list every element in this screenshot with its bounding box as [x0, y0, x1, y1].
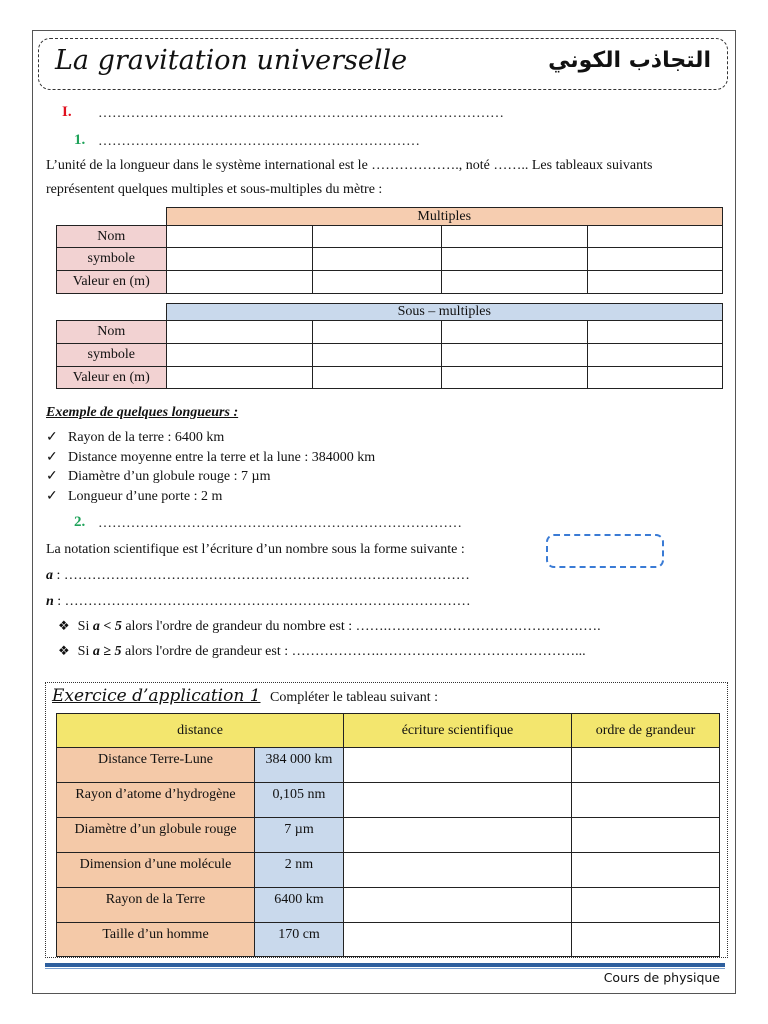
table-row: Distance Terre-Lune 384 000 km: [57, 748, 720, 783]
blank-cell[interactable]: [312, 226, 441, 248]
section-1-number: I.: [62, 104, 72, 120]
unit-paragraph-line1: L’unité de la longueur dans le système international est le ………………., noté …….. Les tableaux suivants: [46, 158, 653, 173]
blank-cell[interactable]: [344, 888, 572, 923]
check-icon: ✓: [46, 430, 58, 445]
blank-cell[interactable]: [441, 367, 587, 389]
blank-cell[interactable]: [312, 321, 441, 344]
list-item: ✓ Longueur d’une porte : 2 m: [46, 487, 375, 507]
row-label-symbole: symbole: [57, 248, 167, 271]
subsection-1-title-blank: ……………………………………………………………: [98, 134, 420, 149]
n-definition-line: n : ……………………………………………………………………………: [46, 594, 471, 609]
blank-cell[interactable]: [166, 248, 312, 271]
blank-cell[interactable]: [572, 783, 720, 818]
blank-cell[interactable]: [572, 888, 720, 923]
row-label-nom: Nom: [57, 321, 167, 344]
blank-cell[interactable]: [587, 321, 723, 344]
blank-cell[interactable]: [312, 248, 441, 271]
list-item: ✓ Rayon de la terre : 6400 km: [46, 428, 375, 448]
blank-cell[interactable]: [441, 271, 587, 294]
blank-cell[interactable]: [312, 271, 441, 294]
blank-cell[interactable]: [344, 783, 572, 818]
table-row: Dimension d’une molécule 2 nm: [57, 853, 720, 888]
section-1-title-blank: ……………………………………………………………………………: [98, 106, 504, 121]
blank-cell[interactable]: [572, 923, 720, 957]
blank-cell[interactable]: [166, 367, 312, 389]
blank-cell[interactable]: [572, 853, 720, 888]
exercise-heading: [52, 686, 438, 706]
blank-cell[interactable]: [166, 226, 312, 248]
blank-cell[interactable]: [441, 321, 587, 344]
blank-cell[interactable]: [441, 226, 587, 248]
title-french: La gravitation universelle: [55, 45, 408, 76]
exercise-instruction: Compléter le tableau suivant :: [270, 690, 438, 705]
row-label-valeur: Valeur en (m): [57, 367, 167, 389]
blank-cell[interactable]: [572, 818, 720, 853]
table-row: Rayon d’atome d’hydrogène 0,105 nm: [57, 783, 720, 818]
table-row: Diamètre d’un globule rouge 7 µm: [57, 818, 720, 853]
sous-multiples-table: [56, 303, 723, 389]
blank-cell[interactable]: [587, 226, 723, 248]
blank-cell[interactable]: [166, 344, 312, 367]
title-arabic: التجاذب الكوني: [548, 48, 711, 73]
blank-cell[interactable]: [572, 748, 720, 783]
exercise-title: Exercice d’application 1: [52, 686, 261, 706]
exercise-table: [56, 713, 720, 957]
blank-cell[interactable]: [587, 271, 723, 294]
rule-a-greater-5: ❖ Si a ≥ 5 alors l'ordre de grandeur est : ……………….……………………………………...: [58, 643, 586, 659]
check-icon: ✓: [46, 449, 58, 465]
diamond-bullet-icon: ❖: [58, 618, 70, 633]
formula-answer-box[interactable]: [546, 534, 664, 568]
notation-text: La notation scientifique est l’écriture d’un nombre sous la forme suivante :: [46, 542, 465, 557]
column-header-distance: distance: [57, 714, 344, 748]
blank-cell[interactable]: [344, 853, 572, 888]
row-label-symbole: symbole: [57, 344, 167, 367]
blank-cell[interactable]: [344, 818, 572, 853]
a-definition-line: a : ……………………………………………………………………………: [46, 568, 470, 583]
blank-cell[interactable]: [166, 321, 312, 344]
footer-divider-thin: [45, 968, 725, 969]
row-label-nom: Nom: [57, 226, 167, 248]
table-row: Taille d’un homme 170 cm: [57, 923, 720, 957]
footer-divider: [45, 963, 725, 967]
subsection-2-title-blank: ……………………………………………………………………: [98, 516, 462, 531]
table-row: Rayon de la Terre 6400 km: [57, 888, 720, 923]
row-label-valeur: Valeur en (m): [57, 271, 167, 294]
multiples-header: Multiples: [166, 208, 723, 226]
blank-cell[interactable]: [587, 248, 723, 271]
blank-cell[interactable]: [344, 923, 572, 957]
footer-label: Cours de physique: [603, 970, 720, 985]
multiples-table: [56, 207, 723, 294]
column-header-scientific: écriture scientifique: [344, 714, 572, 748]
blank-cell[interactable]: [441, 344, 587, 367]
examples-list: [46, 428, 375, 506]
sous-multiples-header: Sous – multiples: [166, 304, 723, 321]
blank-cell[interactable]: [166, 271, 312, 294]
blank-cell[interactable]: [587, 344, 723, 367]
subsection-2-number: 2.: [74, 514, 86, 530]
list-item: ✓ Diamètre d’un globule rouge : 7 µm: [46, 467, 375, 487]
blank-cell[interactable]: [587, 367, 723, 389]
blank-cell[interactable]: [344, 748, 572, 783]
check-icon: ✓: [46, 488, 58, 504]
title-header: [38, 38, 728, 90]
blank-cell[interactable]: [441, 248, 587, 271]
check-icon: ✓: [46, 469, 58, 484]
rule-a-less-5: ❖ Si a < 5 alors l'ordre de grandeur du nombre est : …….……………………………………….: [58, 618, 601, 634]
diamond-bullet-icon: ❖: [58, 643, 70, 658]
subsection-1-number: 1.: [74, 132, 86, 148]
list-item: ✓ Distance moyenne entre la terre et la lune : 384000 km: [46, 448, 375, 468]
blank-cell[interactable]: [312, 344, 441, 367]
unit-paragraph-line2: représentent quelques multiples et sous-multiples du mètre :: [46, 182, 383, 197]
blank-cell[interactable]: [312, 367, 441, 389]
examples-title: Exemple de quelques longueurs :: [46, 405, 239, 420]
column-header-order: ordre de grandeur: [572, 714, 720, 748]
